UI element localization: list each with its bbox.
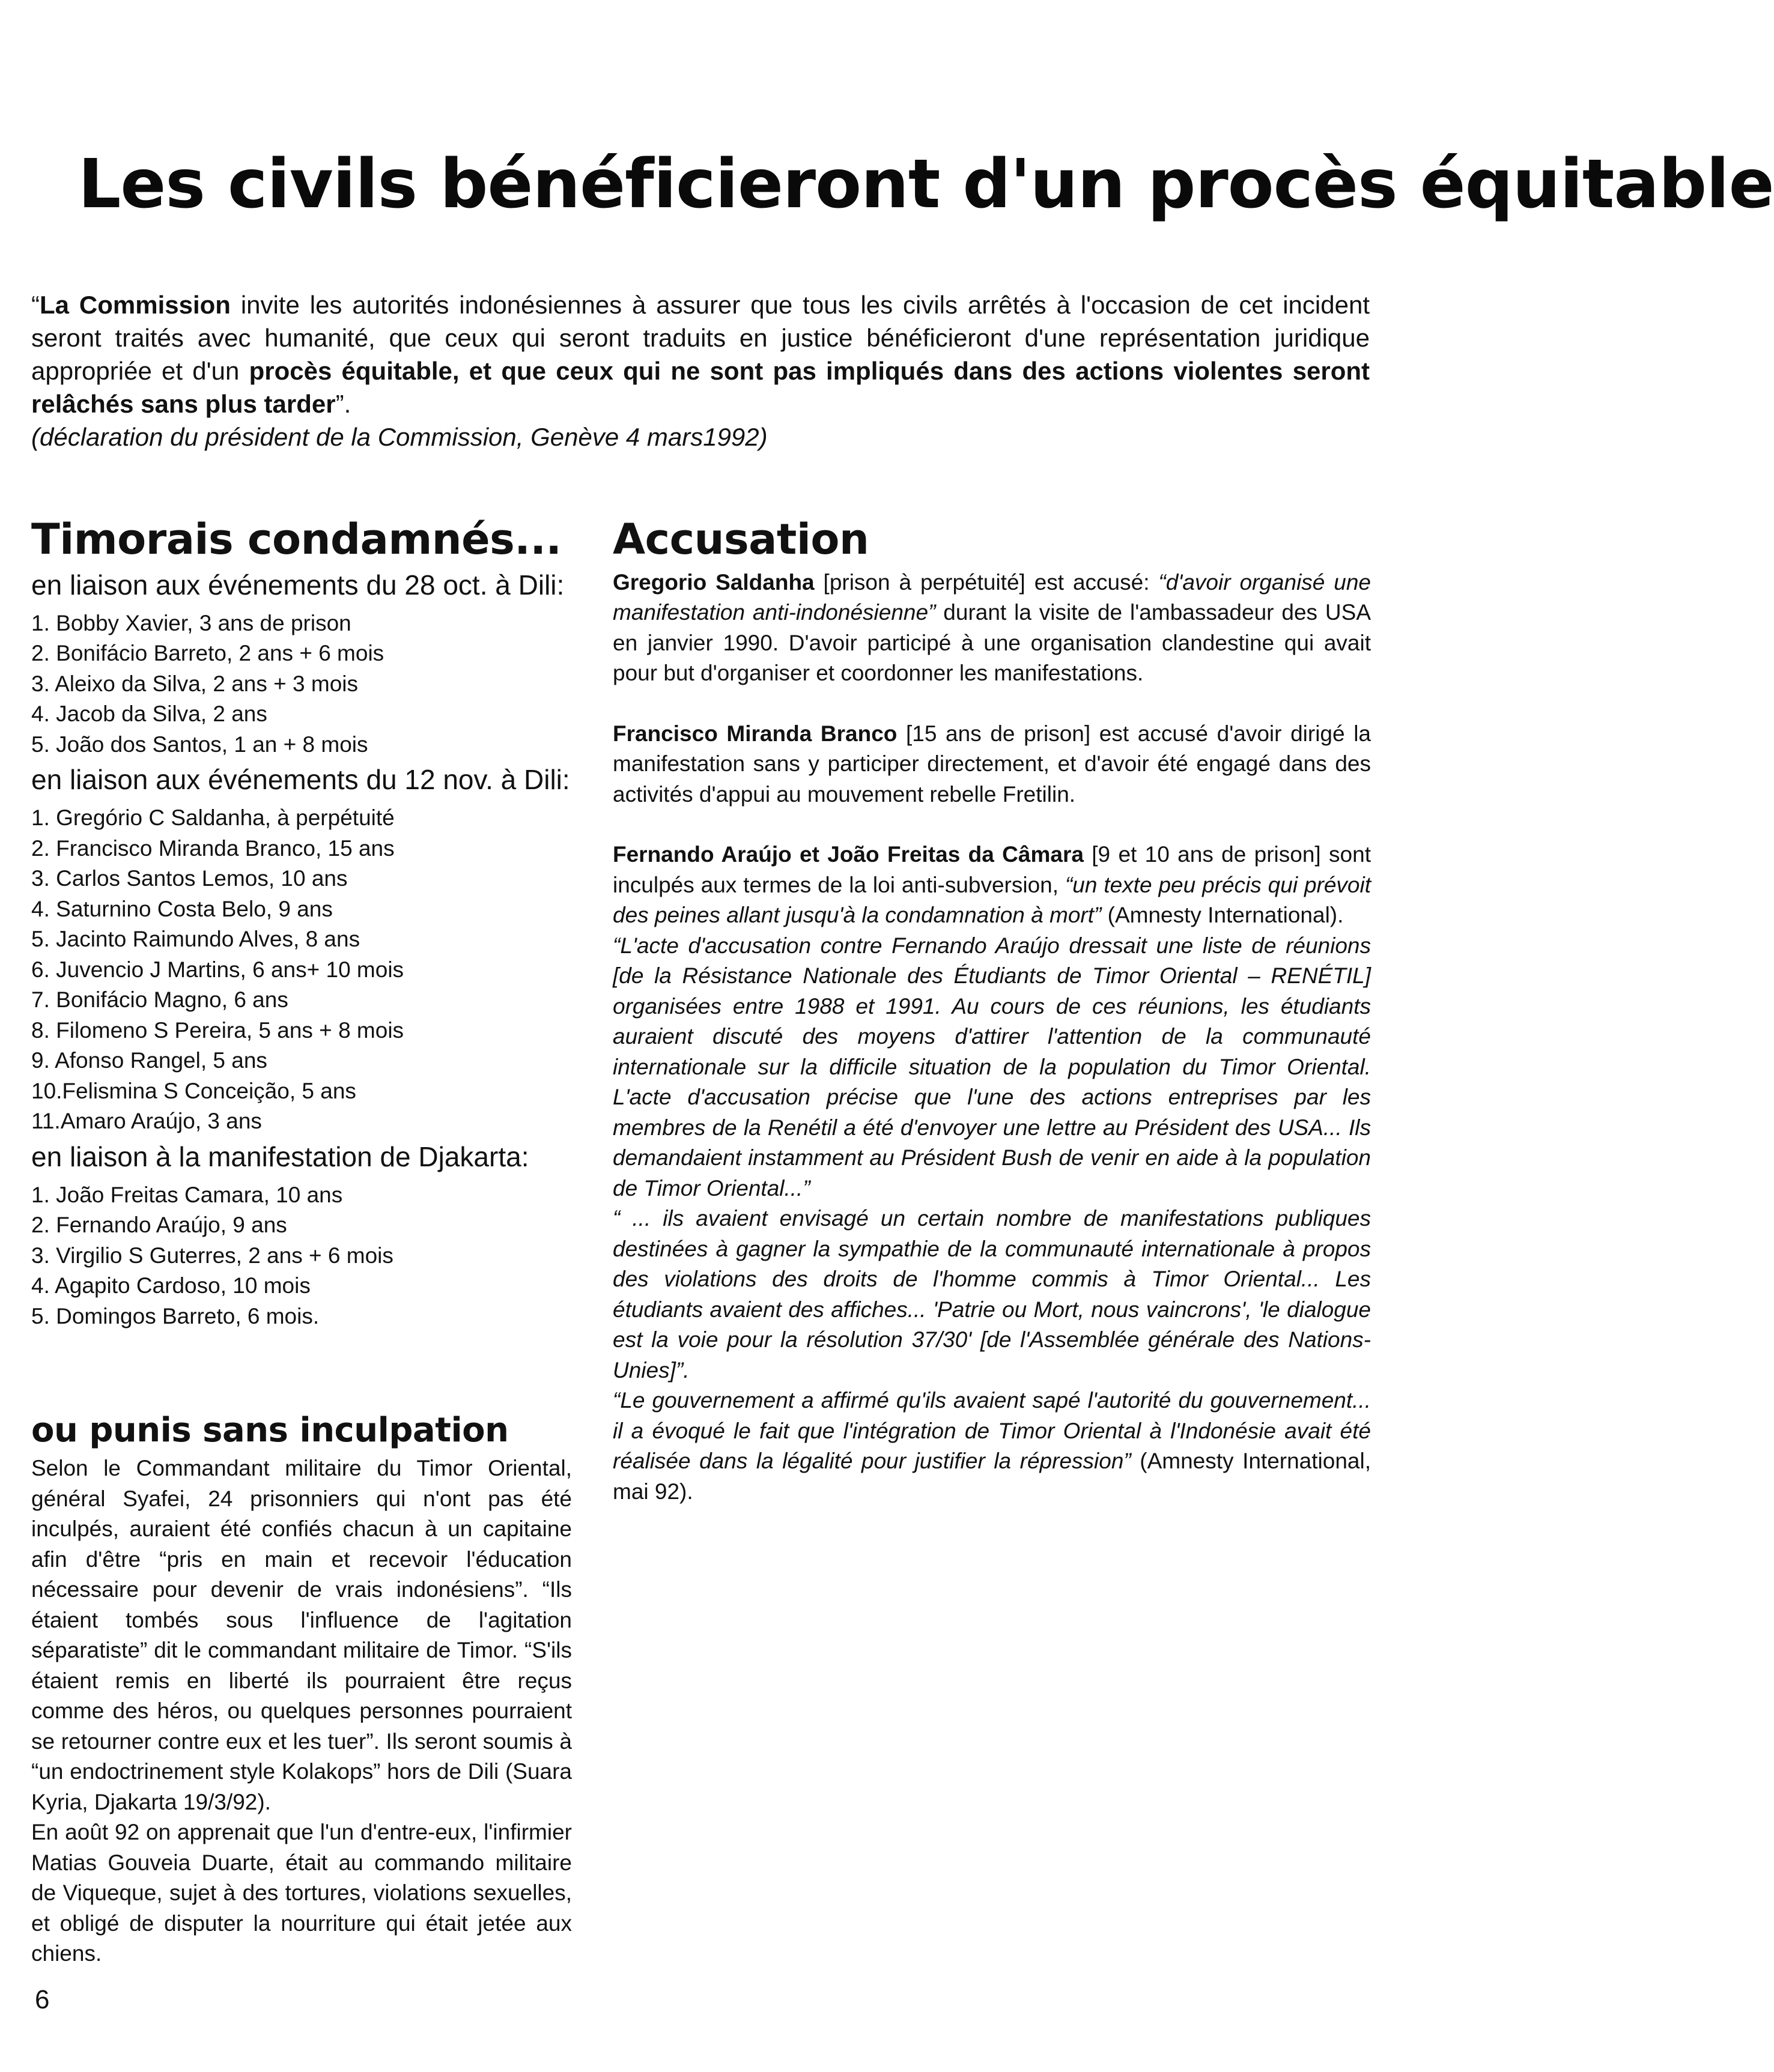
condemned-list-item: 4. Agapito Cardoso, 10 mois bbox=[31, 1273, 311, 1298]
condemned-list-item: 6. Juvencio J Martins, 6 ans+ 10 mois bbox=[31, 957, 404, 982]
araujo-name: Fernando Araújo et João Freitas da Câmara bbox=[613, 842, 1084, 867]
page-title: Les civils bénéficieront d'un procès équitable bbox=[78, 145, 1774, 223]
liaison-intro: en liaison aux événements du 28 oct. à Dili: bbox=[31, 569, 565, 601]
araujo-text-2: (Amnesty International). bbox=[1101, 903, 1344, 927]
saldanha-name: Gregorio Saldanha bbox=[613, 569, 815, 595]
condemned-list-item: 3. Aleixo da Silva, 2 ans + 3 mois bbox=[31, 671, 358, 696]
condemned-list-item: 7. Bonifácio Magno, 6 ans bbox=[31, 987, 288, 1012]
condemned-list-item: 8. Filomeno S Pereira, 5 ans + 8 mois bbox=[31, 1017, 404, 1043]
condemned-list-item: 1. Bobby Xavier, 3 ans de prison bbox=[31, 610, 351, 635]
quote-source: (déclaration du président de la Commission, Genève 4 mars1992) bbox=[31, 423, 768, 451]
condemned-list bbox=[31, 1180, 572, 1332]
condemned-list-item: 5. João dos Santos, 1 an + 8 mois bbox=[31, 732, 368, 757]
araujo-quote-1: “un texte peu précis qui prévoit des peines allant jusqu'à la condamnation à mort” bbox=[613, 872, 1372, 927]
condemned-list-item: 1. Gregório C Saldanha, à perpétuité bbox=[31, 805, 395, 830]
quote-text: invite les autorités indonésiennes à assurer que tous les civils arrêtés à l'occasion de cet incident seront traités avec humanité, que ceux qui seront traduits en justice bénéficieront d'une représentation juridique appropriée et d'un bbox=[31, 291, 1370, 385]
araujo-quote-4: “Le gouvernement a affirmé qu'ils avaient sapé l'autorité du gouvernement... il a évoqué le fait que l'intégration de Timor Oriental à l'Indonésie avait été réalisée dans la légalité pour justifier la répression” bbox=[613, 1388, 1371, 1473]
condemned-list-item: 2. Francisco Miranda Branco, 15 ans bbox=[31, 835, 395, 861]
punis-paragraph-1: Selon le Commandant militaire du Timor Oriental, général Syafei, 24 prisonniers qui n'ont pas été inculpés, auraient été confiés chacun à un capitaine afin d'être “pris en main et recevoir l'éducation nécessaire pour devenir de vrais indonésiens”. “Ils étaient tombés sous l'influence de l'agitation séparatiste” dit le commandant militaire de Timor. “S'ils étaient remis en liberté ils pourraient être reçus comme des héros, ou quelques personnes pourraient se retourner contre eux et les tuer”. Ils seront soumis à “un endoctrinement style Kolakops” hors de Dili (Suara Kyria, Djakarta 19/3/92). bbox=[31, 1456, 572, 1814]
condemned-list-item: 9. Afonso Rangel, 5 ans bbox=[31, 1048, 267, 1073]
araujo-quote-4-block bbox=[613, 1386, 1371, 1507]
accusation-araujo bbox=[613, 840, 1371, 931]
condemned-list-item: 4. Jacob da Silva, 2 ans bbox=[31, 701, 267, 726]
condemned-list-item: 5. Domingos Barreto, 6 mois. bbox=[31, 1303, 320, 1328]
punis-heading: ou punis sans inculpation bbox=[31, 1411, 509, 1450]
condemned-list-item: 4. Saturnino Costa Belo, 9 ans bbox=[31, 896, 333, 921]
quote-bold-end: procès équitable, et que ceux qui ne sont pas impliqués dans des actions violentes seront relâchés sans plus tarder bbox=[31, 357, 1370, 418]
condemned-list bbox=[31, 608, 572, 760]
condemned-list bbox=[31, 803, 572, 1137]
condemned-list-item: 2. Bonifácio Barreto, 2 ans + 6 mois bbox=[31, 641, 384, 665]
liaison-intro: en liaison à la manifestation de Djakarta: bbox=[31, 1141, 529, 1172]
quote-paragraph bbox=[31, 288, 1370, 420]
araujo-text-1: [9 et 10 ans de prison] sont inculpés aux termes de la loi anti-subversion, bbox=[613, 842, 1371, 897]
condemned-column bbox=[31, 515, 572, 1334]
page-number: 6 bbox=[35, 1985, 50, 2014]
quote-commission: La Commission bbox=[40, 291, 231, 319]
accusation-saldanha bbox=[613, 568, 1371, 689]
punis-section bbox=[31, 1411, 572, 1969]
condemned-list-item: 1. João Freitas Camara, 10 ans bbox=[31, 1182, 343, 1207]
condemned-list-item: 2. Fernando Araújo, 9 ans bbox=[31, 1213, 287, 1237]
saldanha-quote: “d'avoir organisé une manifestation anti-indonésienne” bbox=[613, 569, 1372, 625]
commission-quote bbox=[31, 288, 1370, 453]
accusation-column bbox=[613, 515, 1371, 1507]
araujo-quote-2: “L'acte d'accusation contre Fernando Araújo dressait une liste de réunions [de la Résistance Nationale des Étudiants de Timor Oriental – RENÉTIL] organisées entre 1988 et 1991. Au cours de ces réunions, les étudiants auraient discuté des moyens d'attirer l'attention de la communauté internationale sur la difficile situation de la population du Timor Oriental. L'acte d'accusation précise que l'une des actions entreprises par les membres de la Renétil a été d'envoyer une lettre au Président des USA... Ils demandaient instamment au Président Bush de venir en aide à la population de Timor Oriental...” bbox=[613, 933, 1371, 1201]
araujo-text-3: (Amnesty International, mai 92). bbox=[613, 1449, 1371, 1504]
condemned-groups bbox=[31, 568, 572, 1332]
branco-name: Francisco Miranda Branco bbox=[613, 721, 898, 746]
saldanha-text-1: [prison à perpétuité] est accusé: bbox=[814, 569, 1159, 595]
condemned-list-item: 10.Felismina S Conceição, 5 ans bbox=[31, 1078, 356, 1103]
liaison-intro: en liaison aux événements du 12 nov. à Dili: bbox=[31, 764, 570, 795]
araujo-quote-3: “ ... ils avaient envisagé un certain nombre de manifestations publiques destinées à gagner la sympathie de la communauté internationale à propos des violations des droits de l'homme commis à Timor Oriental... Les étudiants avaient des affiches... 'Patrie ou Mort, nous vaincrons', 'le dialogue est la voie pour la résolution 37/30' [de l'Assemblée générale des Nations-Unies]”. bbox=[613, 1206, 1371, 1383]
accusation-branco bbox=[613, 719, 1371, 810]
condemned-list-item: 3. Virgilio S Guterres, 2 ans + 6 mois bbox=[31, 1243, 393, 1268]
condemned-list-item: 3. Carlos Santos Lemos, 10 ans bbox=[31, 866, 348, 891]
condemned-list-item: 11.Amaro Araújo, 3 ans bbox=[31, 1109, 262, 1133]
branco-text: [15 ans de prison] est accusé d'avoir dirigé la manifestation sans y participer directement, et d'avoir été engagé dans des activités d'appui au mouvement rebelle Fretilin. bbox=[613, 721, 1371, 807]
saldanha-text-2: durant la visite de l'ambassadeur des USA en janvier 1990. D'avoir participé à une organisation clandestine qui avait pour but d'organiser et coordonner les manifestations. bbox=[613, 600, 1371, 685]
punis-paragraph-2: En août 92 on apprenait que l'un d'entre-eux, l'infirmier Matias Gouveia Duarte, était au commando militaire de Viqueque, sujet à des tortures, violations sexuelles, et obligé de disputer la nourriture qui était jetée aux chiens. bbox=[31, 1820, 572, 1966]
quote-open: “ bbox=[31, 291, 40, 319]
condemned-heading: Timorais condamnés... bbox=[31, 515, 562, 564]
accusation-heading: Accusation bbox=[613, 515, 869, 564]
quote-close: ”. bbox=[335, 390, 351, 418]
condemned-list-item: 5. Jacinto Raimundo Alves, 8 ans bbox=[31, 927, 360, 951]
